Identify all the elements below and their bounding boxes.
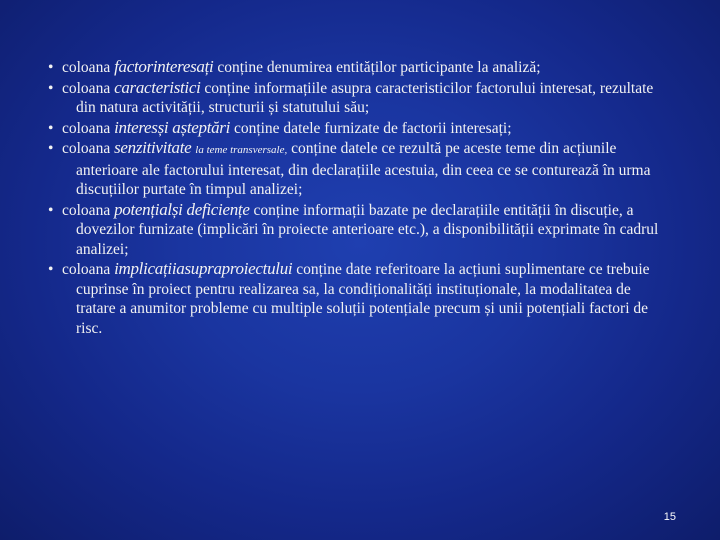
item-text: conține datele furnizate de factorii interesați; (233, 119, 512, 137)
bullet-list (48, 57, 668, 338)
column-note: la teme transversale, (195, 144, 288, 156)
bullet: • (48, 119, 54, 137)
item-text: conține denumirea entităților participante la analiză; (217, 59, 541, 76)
bullet: • (48, 79, 54, 97)
column-name: implicațiiasupraproiectului (114, 259, 293, 278)
item-lead: coloana (62, 261, 111, 278)
bullet: • (48, 59, 54, 76)
column-name: interesși așteptări (114, 117, 231, 137)
column-name: caracteristici (114, 77, 201, 97)
column-name: senzitivitate (114, 138, 192, 157)
item-lead: coloana (62, 119, 111, 137)
item-text: conține datele ce rezultă pe aceste teme din acțiunile anterioare ale factorului interesat, din declarațiile acestuia, din ceea ce se conturează în urma discuțiilor purtate în timpul analizei; (76, 140, 651, 198)
bullet: • (48, 140, 54, 157)
list-item (48, 118, 668, 139)
list-item (48, 138, 668, 200)
item-lead: coloana (62, 59, 111, 76)
list-item (48, 259, 668, 338)
list-item (48, 200, 668, 260)
item-text: conține informațiile asupra caracteristicilor factorului interesat, rezultate din natura activității, structurii și statutului său; (76, 79, 654, 116)
list-item (48, 57, 668, 78)
list-item (48, 78, 668, 118)
item-lead: coloana (62, 79, 111, 97)
item-text: conține informații bazate pe declarațiile entității în discuție, a dovezilor furnizate (implicări în proiecte anterioare etc.), a disponibilității exprimate în cadrul analizei; (76, 201, 659, 258)
column-name: factorinteresați (114, 57, 214, 76)
item-text: conține date referitoare la acțiuni suplimentare ce trebuie cuprinse în proiect pentru realizarea sa, la condiționalități instituționale, la modalitatea de tratare a anumitor probleme cu multiple soluții potențiale precum și unii potențiali factori de risc. (76, 261, 650, 337)
page-number: 15 (663, 511, 676, 523)
item-lead: coloana (62, 201, 111, 219)
bullet: • (48, 201, 54, 219)
item-lead: coloana (62, 140, 111, 157)
bullet: • (48, 261, 54, 278)
column-name: potențialși deficiențe (114, 199, 250, 219)
